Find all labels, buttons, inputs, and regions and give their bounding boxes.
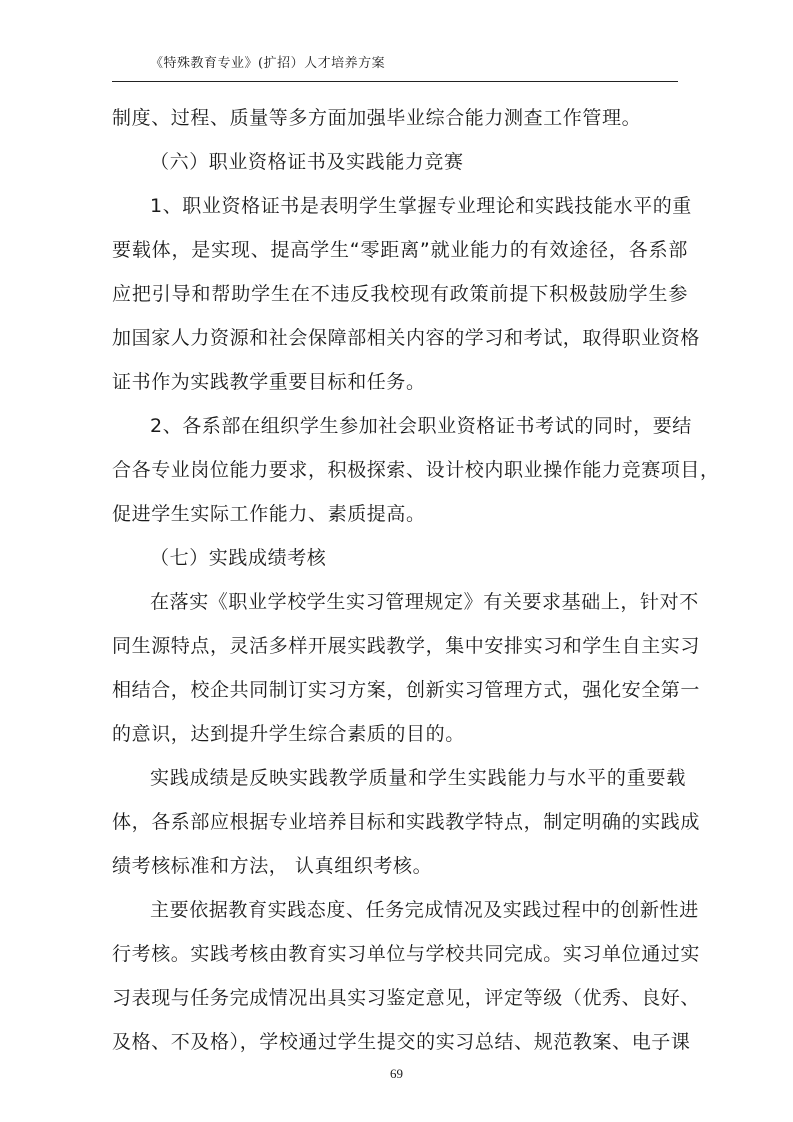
paragraph-line: 相结合，校企共同制订实习方案，创新实习管理方式，强化安全第一 (112, 679, 701, 701)
header-divider (112, 81, 678, 82)
paragraph-line: 促进学生实际工作能力、素质提高。 (112, 503, 426, 525)
paragraph-line: 行考核。实践考核由教育实习单位与学校共同完成。实习单位通过实 (112, 943, 701, 965)
paragraph-line: 在落实《职业学校学生实习管理规定》有关要求基础上，针对不 (150, 591, 699, 613)
paragraph-line: 主要依据教育实践态度、任务完成情况及实践过程中的创新性进 (150, 899, 699, 921)
paragraph-line: 加国家人力资源和社会保障部相关内容的学习和考试，取得职业资格 (112, 327, 701, 349)
paragraph-line: 合各专业岗位能力要求，积极探索、设计校内职业操作能力竞赛项目， (112, 459, 720, 481)
section-heading-assessment: （七）实践成绩考核 (150, 547, 327, 569)
paragraph-line: 的意识，达到提升学生综合素质的目的。 (112, 723, 465, 745)
section-heading-qualification: （六）职业资格证书及实践能力竞赛 (150, 151, 464, 173)
paragraph-line: 要载体，是实现、提高学生“零距离”就业能力的有效途径，各系部 (112, 239, 688, 261)
paragraph-line: 习表现与任务完成情况出具实习鉴定意见，评定等级（优秀、良好、 (112, 987, 701, 1009)
page-number: 69 (390, 1066, 403, 1081)
paragraph-line: 1、职业资格证书是表明学生掌握专业理论和实践技能水平的重 (150, 195, 692, 217)
paragraph-line: 证书作为实践教学重要目标和任务。 (112, 371, 426, 393)
paragraph-line: 及格、不及格），学校通过学生提交的实习总结、规范教案、电子课 (112, 1031, 691, 1053)
running-header: 《特殊教育专业》(扩招）人才培养方案 (150, 56, 386, 71)
paragraph-line: 2、各系部在组织学生参加社会职业资格证书考试的同时，要结 (150, 415, 692, 437)
paragraph-line: 应把引导和帮助学生在不违反我校现有政策前提下积极鼓励学生参 (112, 283, 688, 305)
paragraph-line: 实践成绩是反映实践教学质量和学生实践能力与水平的重要载 (150, 767, 686, 789)
paragraph-line: 同生源特点，灵活多样开展实践教学，集中安排实习和学生自主实习 (112, 635, 701, 657)
paragraph-line: 制度、过程、质量等多方面加强毕业综合能力测查工作管理。 (112, 107, 642, 129)
paragraph-line: 绩考核标准和方法， 认真组织考核。 (112, 855, 433, 877)
paragraph-line: 体，各系部应根据专业培养目标和实践教学特点，制定明确的实践成 (112, 811, 701, 833)
